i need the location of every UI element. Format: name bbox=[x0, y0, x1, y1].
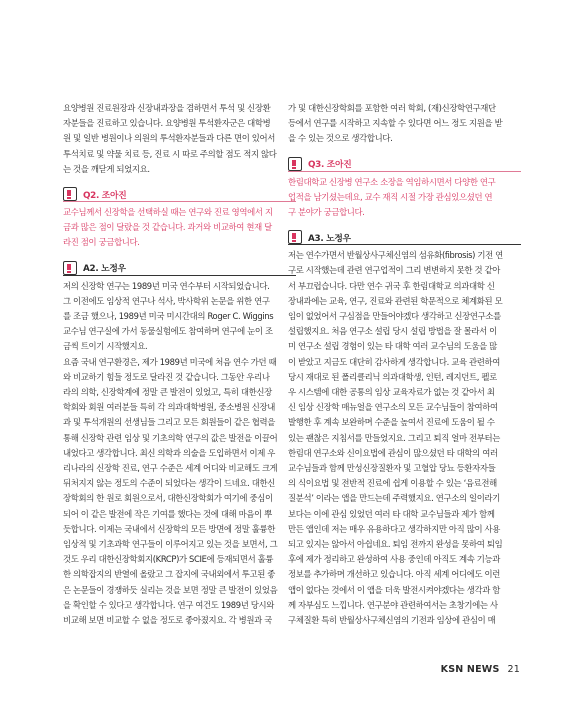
q3-heading bbox=[288, 155, 521, 173]
continued-paragraph: 가 및 대한신장학회를 포함한 여러 학회, (재)신장학연구재단 등에서 연구를 시작하고 지속할 수 있다면 어느 정도 지원을 받 을 수 있는 것으로 생각합니다. bbox=[288, 103, 503, 144]
a2-heading bbox=[63, 259, 296, 277]
answer-mark-icon bbox=[63, 261, 77, 275]
a2-text: 저의 신장학 연구는 1989년 미국 연수부터 시작되었습니다. 그 이전에도 임상적 연구나 석사, 박사학위 논문을 위한 연구 를 조금 했으나, 1989년 미국 미시간대의 Roger C. Wiggins 교수님 연구실에 가서 동물실험에도 참여하며 연구에 눈이 조 금씩 트이기 시작했지요. 요즘 국내 연구환경은, 제가 1989년 미국에 처음 연수 가던 때 와 비교하기 힘들 정도로 달라진 것 같습니다. 그동안 우리나 라의 의학, 신장학계에 정말 큰 발전이 있었고, 특히 대한신장 학회와 회원 여러분들 특히 각 의과대학병원, 중소병원 신장내 과 및 투석개원의 선생님들 그리고 모든 회원들이 같은 협력을 통해 신장학 관련 임상 및 기초의학 연구의 값은 발전을 이끌어 내었다고 생각합니다. 최신 의학과 의술을 도입하면서 이제 우 리나라의 신장학 진료, 연구 수준은 세계 어디와 비교해도 크게 뒤처지지 않는 정도의 수준이 되었다는 생각이 드네요. 대한신 장학회의 한 원로 회원으로서, 대한신장학회가 여기에 중심이 되어 이 같은 발전에 작은 기여를 했다는 것에 대해 마음이 뿌 듯합니다. 이제는 국내에서 신장학의 모든 방면에 정말 훌륭한 임상적 및 기초과학 연구들이 이루어지고 있는 것을 보면서, 그 것도 우리 대한신장학회지(KRCP)가 SCIE에 등재되면서 훌륭 한 의학잡지의 반열에 올랐고 그 잡지에 국내외에서 투고된 좋 은 논문들이 경쟁하듯 실리는 것을 보면 정말 큰 발전이 있었음 을 확인할 수 있다고 생각합니다. 연구 여건도 1989년 당시와 비교해 보면 비교할 수 없을 정도로 좋아졌지요. 각 병원과 국 bbox=[63, 280, 278, 626]
q3-label: Q3. 조아진 bbox=[308, 157, 355, 170]
footer-brand: KSN NEWS bbox=[440, 664, 500, 675]
page-footer bbox=[441, 664, 520, 675]
answer-mark-icon bbox=[288, 230, 302, 244]
q3-text: 한림대학교 신장병 연구소 소장을 역임하시면서 다양한 연구 업적을 남기셨는데요, 교수 재직 시절 가장 관심있으셨던 연 구 분야가 궁금합니다. bbox=[288, 176, 496, 218]
a3-text: 저는 연수가면서 반월상사구체신염의 섬유화(fibrosis) 기전 연 구로 시작했는데 관련 연구업적이 그리 변변하지 못한 것 같아 서 부끄럽습니다. 다만 연수 귀국 후 한림대학교 의과대학 신 장내과에는 교육, 연구, 진료와 관련된 학문적으로 체계화된 모 임이 없었어서 구심점을 만들어야겠다 생각하고 신장연구소를 설립했지요. 처음 연구소 설립 당시 설립 방법을 잘 몰라서 이 미 연구소 설립 경험이 있는 타 대학 여러 교수님의 도움을 많 이 받았고 지금도 대단히 감사하게 생각합니다. 교육 관련하여 당시 재대로 된 폴리클리닉 의과대학생, 인턴, 레지던트, 펠로 우 시스템에 대한 공통의 임상 교육자료가 없는 것 같아서 최 신 임상 신장학 매뉴얼을 연구소의 모든 교수님들이 참여하여 발행한 후 계속 보완하며 수준을 높여서 진료에 도움이 될 수 있는 괜찮은 지침서를 만들었지요. 그리고 퇴직 얼마 전부터는 한림대 연구소와 신이요법에 관심이 많으셨던 타 대학의 여러 교수님들과 함께 만성신장질환자 및 고혈압 당뇨 등환자자들 의 식이요법 및 전반적 진료에 쉽게 이용할 수 있는 ‘음료전해 질분석’ 이라는 앱을 만드는데 주력했지요. 연구소의 일이라기 보다는 이에 관심 있었던 여러 타 대학 교수님들과 제가 함께 만든 앱인데 저는 매우 유용하다고 생각하지만 아직 많이 사용 되고 있지는 않아서 아쉽네요. 퇴임 전까지 완성을 못하여 퇴임 후에 제가 정리하고 완성하여 사용 중인데 아직도 계속 기능과 정보를 추가하며 개선하고 있습니다. 아직 세계 어디에도 이런 앱이 없다는 것에서 이 앱을 더욱 발전시켜야겠다는 생각과 함 께 자부심도 느낍니다. 연구분야 관련하여서는 초창기에는 사 구체질환 특히 반월상사구체신염의 기전과 임상에 관심이 매 bbox=[288, 250, 503, 626]
page-number: 21 bbox=[507, 664, 520, 675]
q2-text: 교수님께서 신장학을 선택하실 때는 연구와 진료 영역에서 지 금과 많은 점이 달랐을 것 같습니다. 과거와 비교하여 현재 달 라진 점이 궁금합니다. bbox=[63, 207, 273, 248]
left-column bbox=[63, 101, 296, 628]
intro-paragraph: 요양병원 진료원장과 신장내과장을 겸하면서 투석 및 신장환 자분들을 진료하고 있습니다. 요양병원 투석환자군은 대학병 원 및 일반 병원이나 의원의 투석환자분들과 다른 면이 있어서 투석치료 및 약물 치료 등, 진료 시 따로 주의할 점도 적지 않다 는 것을 깨닫게 되었지요. bbox=[63, 103, 277, 174]
q2-label: Q2. 조아진 bbox=[83, 188, 130, 201]
a3-label: A3. 노정우 bbox=[308, 231, 355, 244]
q2-heading bbox=[63, 185, 296, 203]
right-column bbox=[288, 101, 521, 628]
question-mark-icon bbox=[288, 157, 302, 171]
a2-label: A2. 노정우 bbox=[83, 261, 130, 274]
question-mark-icon bbox=[63, 187, 77, 201]
a3-heading bbox=[288, 228, 521, 246]
